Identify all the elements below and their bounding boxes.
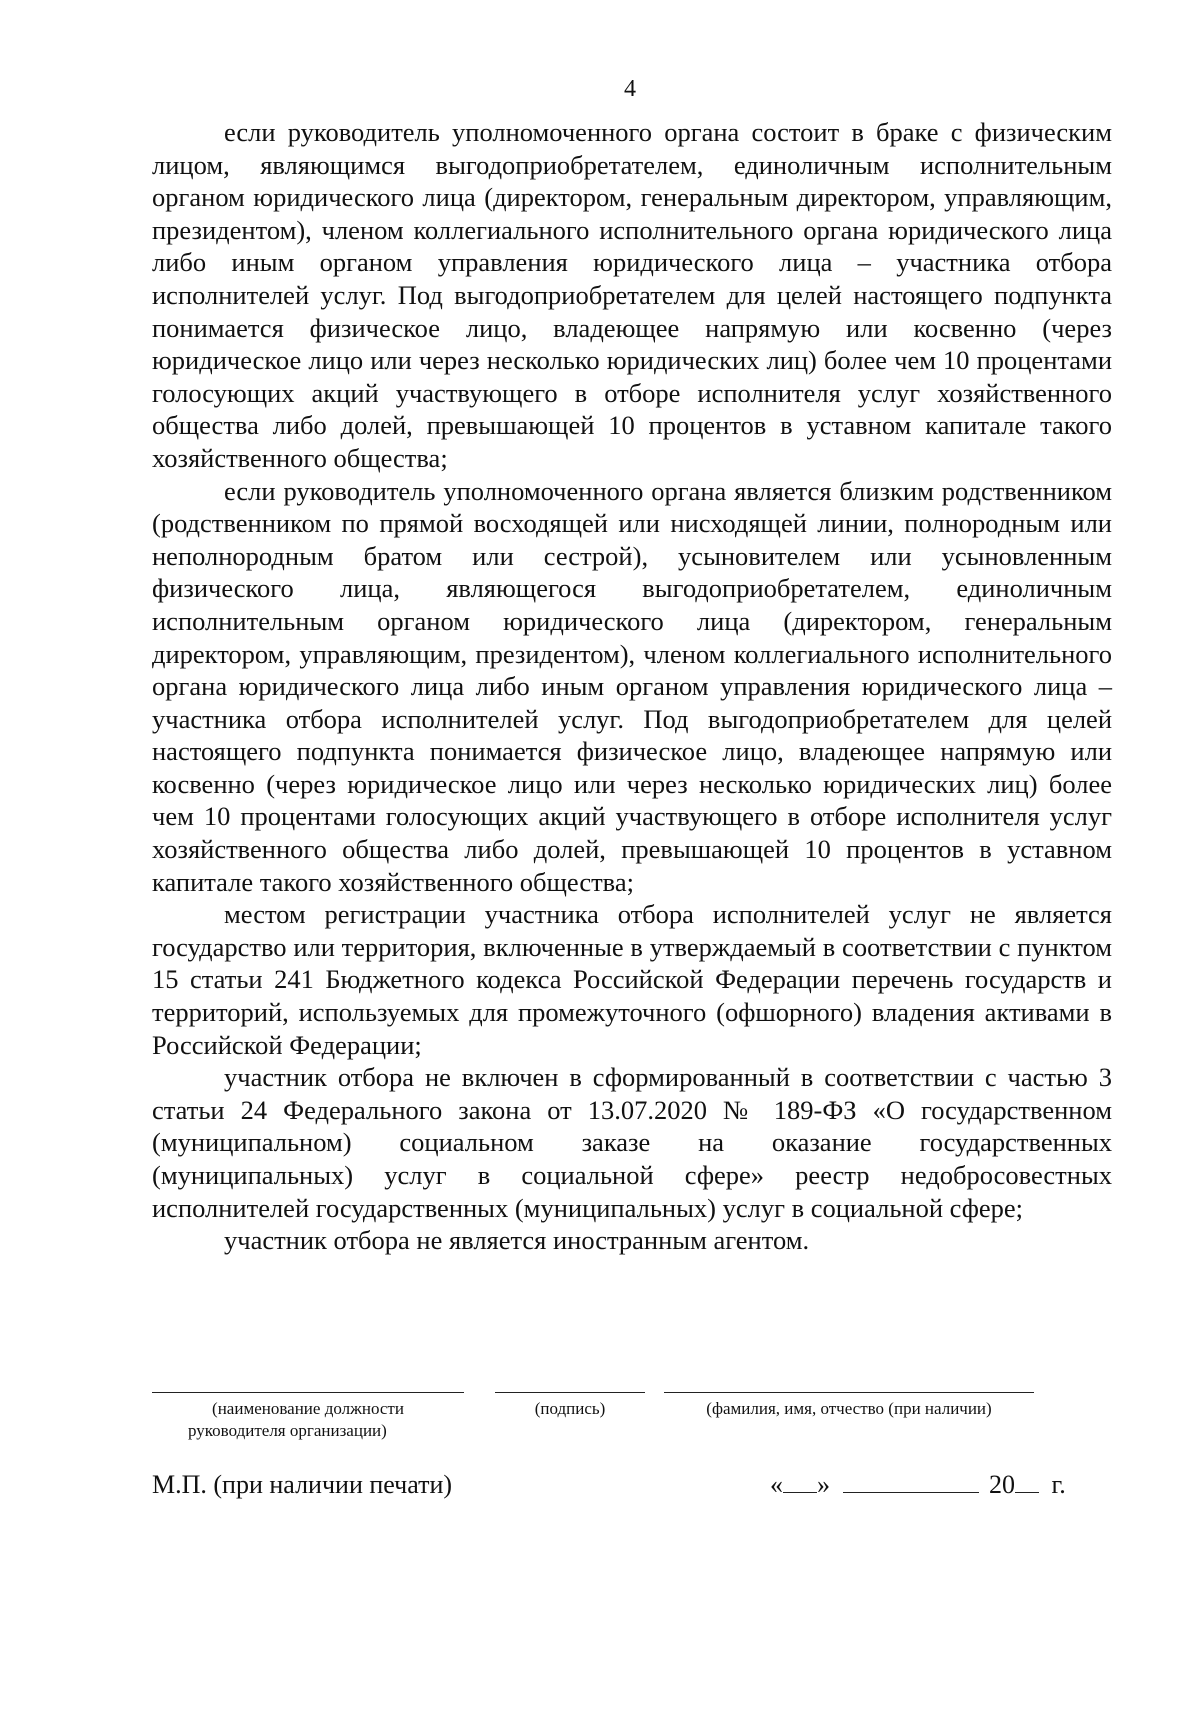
year-blank: [1015, 1470, 1039, 1493]
position-caption: [152, 1398, 464, 1442]
position-signature-line: [152, 1392, 464, 1393]
position-caption-line2: руководителя организации): [188, 1421, 387, 1440]
paragraph-registry-condition: участник отбора не включен в сформированный в соответствии с частью 3 статьи 24 Федерального закона от 13.07.2020 № 189-ФЗ «О государственном (муниципальном) социальном заказе на оказание государственных (муниципальных) услуг в социальной сфере» реестр недобросовестных исполнителей государственных (муниципальных) услуг в социальной сфере;: [152, 1062, 1112, 1223]
page-number: 4: [624, 76, 636, 102]
name-signature-line: [664, 1392, 1034, 1393]
stamp-placeholder: М.П. (при наличии печати): [152, 1470, 453, 1499]
date-open-quote: «: [770, 1470, 783, 1499]
day-blank: [783, 1470, 817, 1493]
position-caption-line1: (наименование должности: [212, 1399, 404, 1418]
month-blank: [843, 1470, 979, 1493]
document-body: [152, 116, 1112, 1257]
paragraph-offshore-condition: местом регистрации участника отбора исполнителей услуг не является государство или территория, включенные в утверждаемый в соответствии с пунктом 15 статьи 241 Бюджетного кодекса Российской Федерации перечень государств и территорий, используемых для промежуточного (офшорного) владения активами в Российской Федерации;: [152, 899, 1112, 1060]
paragraph-relative-condition: если руководитель уполномоченного органа является близким родственником (родственником по прямой восходящей или нисходящей линии, полнородным или неполнородным братом или сестрой), усыновителем или усыновленным физического лица, являющегося выгодоприобретателем, единоличным исполнительным органом юридического лица (директором, генеральным директором, управляющим, президентом), членом коллегиального исполнительного органа юридического лица либо иным органом управления юридического лица – участника отбора исполнителей услуг. Под выгодоприобретателем для целей настоящего подпункта понимается физическое лицо, владеющее напрямую или косвенно (через юридическое лицо или через несколько юридических лиц) более чем 10 процентами голосующих акций участвующего в отборе исполнителя услуг хозяйственного общества либо долей, превышающей 10 процентов в уставном капитале такого хозяйственного общества;: [152, 475, 1112, 897]
paragraph-spouse-condition: если руководитель уполномоченного органа состоит в браке с физическим лицом, являющимся выгодоприобретателем, единоличным исполнительным органом юридического лица (директором, генеральным директором, управляющим, президентом), членом коллегиального исполнительного органа юридического лица либо иным органом управления юридического лица – участника отбора исполнителей услуг. Под выгодоприобретателем для целей настоящего подпункта понимается физическое лицо, владеющее напрямую или косвенно (через юридическое лицо или через несколько юридических лиц) более чем 10 процентами голосующих акций участвующего в отборе исполнителя услуг хозяйственного общества либо долей, превышающей 10 процентов в уставном капитале такого хозяйственного общества;: [152, 117, 1112, 473]
date-close-quote: »: [817, 1470, 830, 1499]
paragraph-foreign-agent-condition: участник отбора не является иностранным агентом.: [224, 1225, 810, 1256]
name-caption: (фамилия, имя, отчество (при наличии): [706, 1399, 992, 1418]
signature-caption: (подпись): [534, 1399, 606, 1418]
date-field: [770, 1470, 1066, 1500]
year-prefix: 20: [989, 1470, 1015, 1499]
year-suffix: г.: [1051, 1470, 1066, 1499]
signature-line: [495, 1392, 645, 1393]
